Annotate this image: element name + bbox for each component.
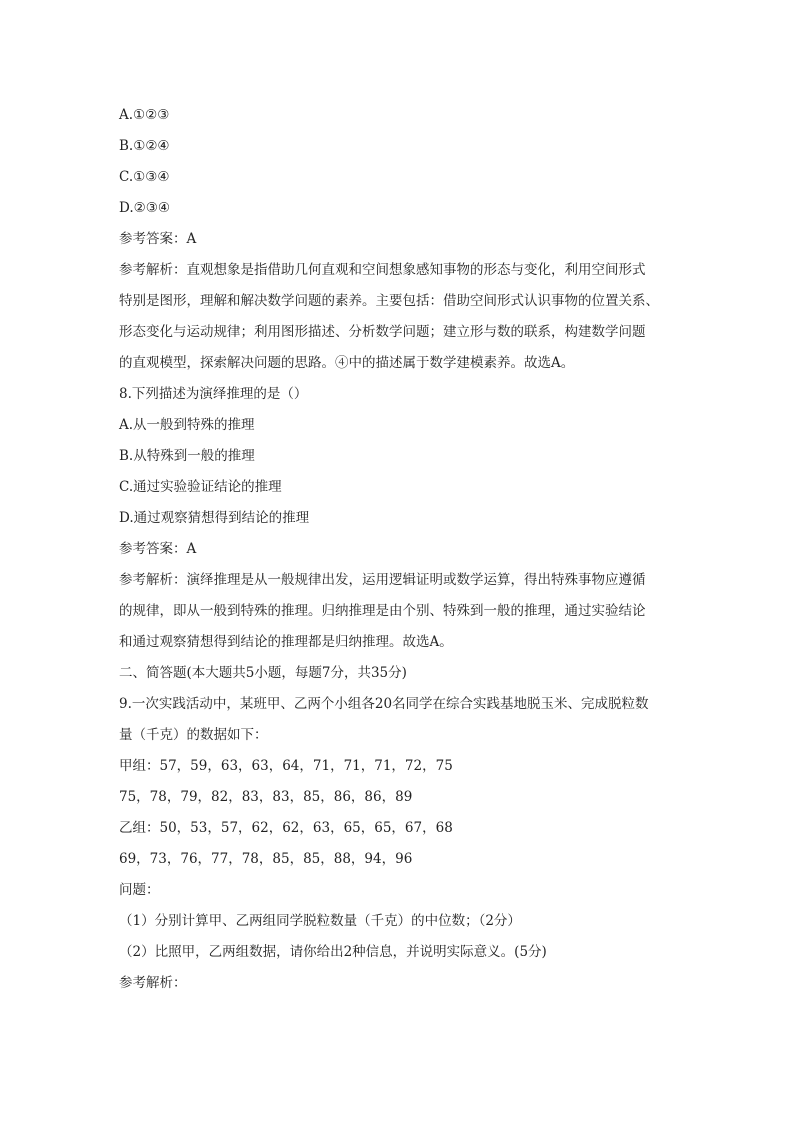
group-jia-data: 甲组：57，59，63，63，64，71，71，71，72，75 (119, 758, 453, 774)
q9-subquestion-2: （2）比照甲，乙两组数据，请你给出2种信息，并说明实际意义。(5分) (119, 944, 547, 960)
q7-option-b: B.①②④ (119, 138, 170, 154)
q8-option-c: C.通过实验验证结论的推理 (119, 479, 282, 495)
group-jia-data-cont: 75，78，79，82，83，83，85，86，86，89 (119, 789, 413, 805)
group-yi-data: 乙组：50，53，57，62，62，63，65，65，67，68 (119, 820, 453, 836)
q8-option-b: B.从特殊到一般的推理 (119, 448, 255, 464)
q8-analysis-line: 和通过观察猜想得到结论的推理都是归纳推理。故选A。 (119, 634, 453, 650)
section-title: 二、简答题(本大题共5小题，每题7分，共35分) (119, 665, 407, 681)
q7-option-a: A.①②③ (119, 107, 170, 123)
q8-option-d: D.通过观察猜想得到结论的推理 (119, 510, 310, 526)
q7-analysis-line: 的直观模型，探索解决问题的思路。④中的描述属于数学建模素养。故选A。 (119, 355, 575, 371)
group-yi-data-cont: 69，73，76，77，78，85，85，88，94，96 (119, 851, 413, 867)
q8-analysis-line: 参考解析：演绎推理是从一般规律出发，运用逻辑证明或数学运算，得出特殊事物应遵循 (119, 572, 646, 588)
q9-stem-line: 9.一次实践活动中，某班甲、乙两个小组各20名同学在综合实践基地脱玉米、完成脱粒数 (119, 696, 649, 712)
q8-stem: 8.下列描述为演绎推理的是（） (119, 386, 308, 402)
q7-option-d: D.②③④ (119, 200, 170, 216)
q9-stem-line: 量（千克）的数据如下： (119, 727, 268, 743)
q9-analysis-label: 参考解析： (119, 975, 187, 991)
q7-analysis-line: 特别是图形，理解和解决数学问题的素养。主要包括：借助空间形式认识事物的位置关系、 (119, 293, 659, 309)
q8-answer: 参考答案：A (119, 541, 197, 557)
q7-analysis-line: 参考解析：直观想象是指借助几何直观和空间想象感知事物的形态与变化，利用空间形式 (119, 262, 646, 278)
q9-subquestion-1: （1）分别计算甲、乙两组同学脱粒数量（千克）的中位数；（2分） (119, 913, 521, 929)
q8-analysis-line: 的规律，即从一般到特殊的推理。归纳推理是由个别、特殊到一般的推理，通过实验结论 (119, 603, 646, 619)
question-label: 问题： (119, 882, 160, 898)
q7-answer: 参考答案：A (119, 231, 197, 247)
q8-option-a: A.从一般到特殊的推理 (119, 417, 255, 433)
q7-analysis-line: 形态变化与运动规律；利用图形描述、分析数学问题；建立形与数的联系，构建数学问题 (119, 324, 646, 340)
q7-option-c: C.①③④ (119, 169, 170, 185)
